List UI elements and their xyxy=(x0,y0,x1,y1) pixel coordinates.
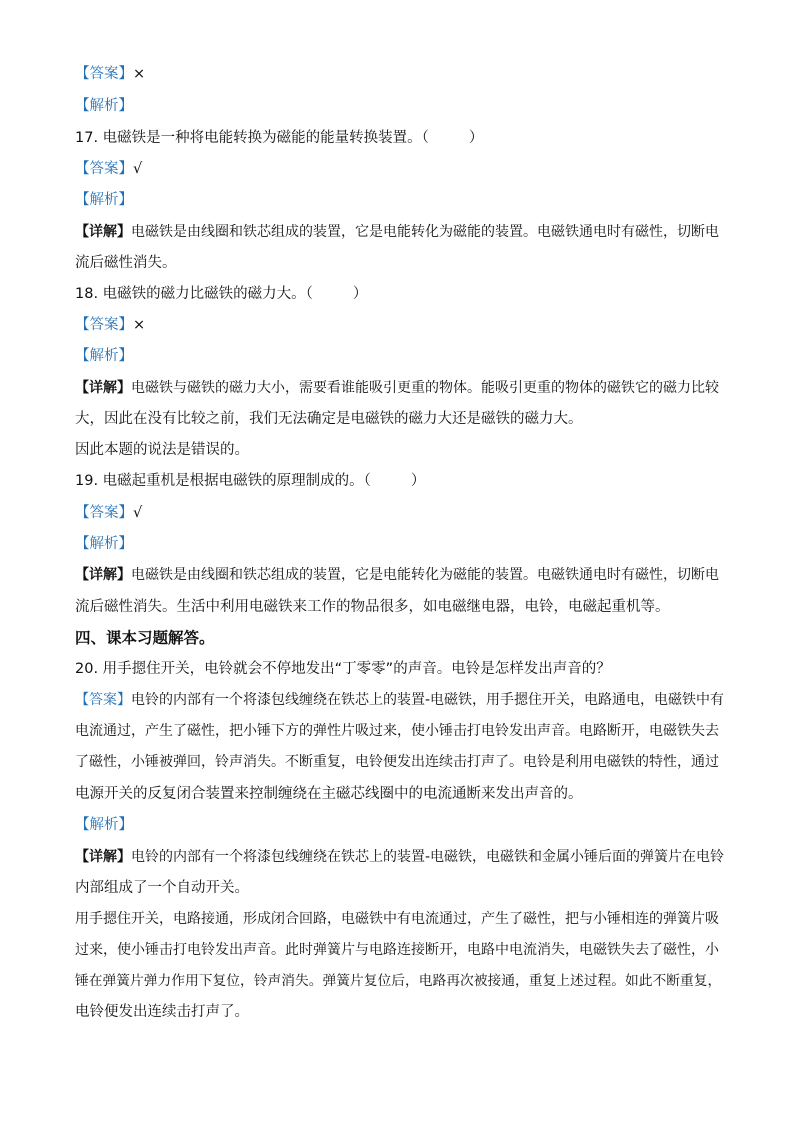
detail-text: 电铃便发出连续击打声了。 xyxy=(75,1004,249,1020)
q16-answer xyxy=(75,64,725,84)
q18-detail-line xyxy=(75,378,725,398)
q20-detail-line xyxy=(75,940,725,960)
q20-detail-line xyxy=(75,847,725,867)
analysis-tag: 【解析】 xyxy=(75,536,133,552)
q17-detail-line xyxy=(75,222,725,242)
answer-tag: 【答案】 xyxy=(75,161,133,177)
q20-detail-line xyxy=(75,971,725,991)
answer-text: 电流通过，产生了磁性，把小锤下方的弹性片吸过来，使小锤击打电铃发出声音。电路断开，电磁铁失去 xyxy=(75,723,719,739)
question-text: 20. 用手摁住开关，电铃就会不停地发出“丁零零”的声音。电铃是怎样发出声音的？ xyxy=(75,661,611,677)
detail-text: 用手摁住开关，电路接通，形成闭合回路，电磁铁中有电流通过，产生了磁性，把与小锤相连的弹簧片吸 xyxy=(75,911,719,927)
answer-value: × xyxy=(133,317,146,333)
section-heading: 四、课本习题解答。 xyxy=(75,629,215,647)
detail-text: 流后磁性消失。 xyxy=(75,255,177,271)
answer-tag: 【答案】 xyxy=(75,317,133,333)
analysis-tag: 【解析】 xyxy=(75,817,133,833)
q19-answer xyxy=(75,503,725,523)
q20-question xyxy=(75,659,725,679)
q18-answer xyxy=(75,315,725,335)
detail-tag: 【详解】 xyxy=(75,224,131,240)
analysis-tag: 【解析】 xyxy=(75,98,133,114)
q20-answer-line xyxy=(75,690,725,710)
q20-answer-line xyxy=(75,784,725,804)
detail-text: 因此本题的说法是错误的。 xyxy=(75,442,249,458)
detail-text: 大，因此在没有比较之前，我们无法确定是电磁铁的磁力大还是磁铁的磁力大。 xyxy=(75,411,583,427)
q18-detail-line xyxy=(75,409,725,429)
q17-answer xyxy=(75,159,725,179)
analysis-tag: 【解析】 xyxy=(75,192,133,208)
question-close: ） xyxy=(468,130,484,146)
answer-value: × xyxy=(133,66,146,82)
answer-tag: 【答案】 xyxy=(75,692,131,708)
q18-detail-line xyxy=(75,440,725,460)
detail-text: 流后磁性消失。生活中利用电磁铁来工作的物品很多，如电磁继电器，电铃，电磁起重机等。 xyxy=(75,599,670,615)
q20-detail-line xyxy=(75,909,725,929)
q20-answer-line xyxy=(75,721,725,741)
answer-value: √ xyxy=(133,505,143,521)
question-close: ） xyxy=(410,473,426,489)
q19-detail-line xyxy=(75,597,725,617)
detail-tag: 【详解】 xyxy=(75,567,131,583)
detail-tag: 【详解】 xyxy=(75,849,131,865)
question-close: ） xyxy=(352,286,368,302)
q19-question xyxy=(75,471,725,491)
answer-value: √ xyxy=(133,161,143,177)
answer-tag: 【答案】 xyxy=(75,505,133,521)
q19-detail-line xyxy=(75,565,725,585)
analysis-tag: 【解析】 xyxy=(75,348,133,364)
q17-detail-line xyxy=(75,253,725,273)
detail-tag: 【详解】 xyxy=(75,380,131,396)
detail-text: 电铃的内部有一个将漆包线缠绕在铁芯上的装置-电磁铁，电磁铁和金属小锤后面的弹簧片在电铃 xyxy=(131,849,725,865)
question-text: 19. 电磁起重机是根据电磁铁的原理制成的。（ xyxy=(75,473,371,489)
answer-text: 电源开关的反复闭合装置来控制缠绕在主磁芯线圈中的电流通断来发出声音的。 xyxy=(75,786,583,802)
q16-analysis xyxy=(75,96,725,116)
q17-analysis xyxy=(75,190,725,210)
q18-question xyxy=(75,284,725,304)
q20-answer-line xyxy=(75,752,725,772)
q20-detail-line xyxy=(75,878,725,898)
q18-analysis xyxy=(75,346,725,366)
detail-text: 电磁铁与磁铁的磁力大小，需要看谁能吸引更重的物体。能吸引更重的物体的磁铁它的磁力比较 xyxy=(131,380,719,396)
detail-text: 内部组成了一个自动开关。 xyxy=(75,880,249,896)
detail-text: 过来，使小锤击打电铃发出声音。此时弹簧片与电路连接断开，电路中电流消失，电磁铁失去了磁性，小 xyxy=(75,942,719,958)
q20-analysis xyxy=(75,815,725,835)
detail-text: 电磁铁是由线圈和铁芯组成的装置，它是电能转化为磁能的装置。电磁铁通电时有磁性，切断电 xyxy=(131,567,719,583)
question-text: 17. 电磁铁是一种将电能转换为磁能的能量转换装置。（ xyxy=(75,130,429,146)
q20-detail-line xyxy=(75,1002,725,1022)
answer-text: 了磁性，小锤被弹回，铃声消失。不断重复，电铃便发出连续击打声了。电铃是利用电磁铁的特性，通过 xyxy=(75,754,719,770)
q19-analysis xyxy=(75,534,725,554)
answer-text: 电铃的内部有一个将漆包线缠绕在铁芯上的装置-电磁铁，用手摁住开关，电路通电，电磁铁中有 xyxy=(131,692,725,708)
answer-tag: 【答案】 xyxy=(75,66,133,82)
detail-text: 锤在弹簧片弹力作用下复位，铃声消失。弹簧片复位后，电路再次被接通，重复上述过程。如此不断重复， xyxy=(75,973,722,989)
detail-text: 电磁铁是由线圈和铁芯组成的装置，它是电能转化为磁能的装置。电磁铁通电时有磁性，切断电 xyxy=(131,224,719,240)
question-text: 18. 电磁铁的磁力比磁铁的磁力大。（ xyxy=(75,286,313,302)
q17-question xyxy=(75,128,725,148)
